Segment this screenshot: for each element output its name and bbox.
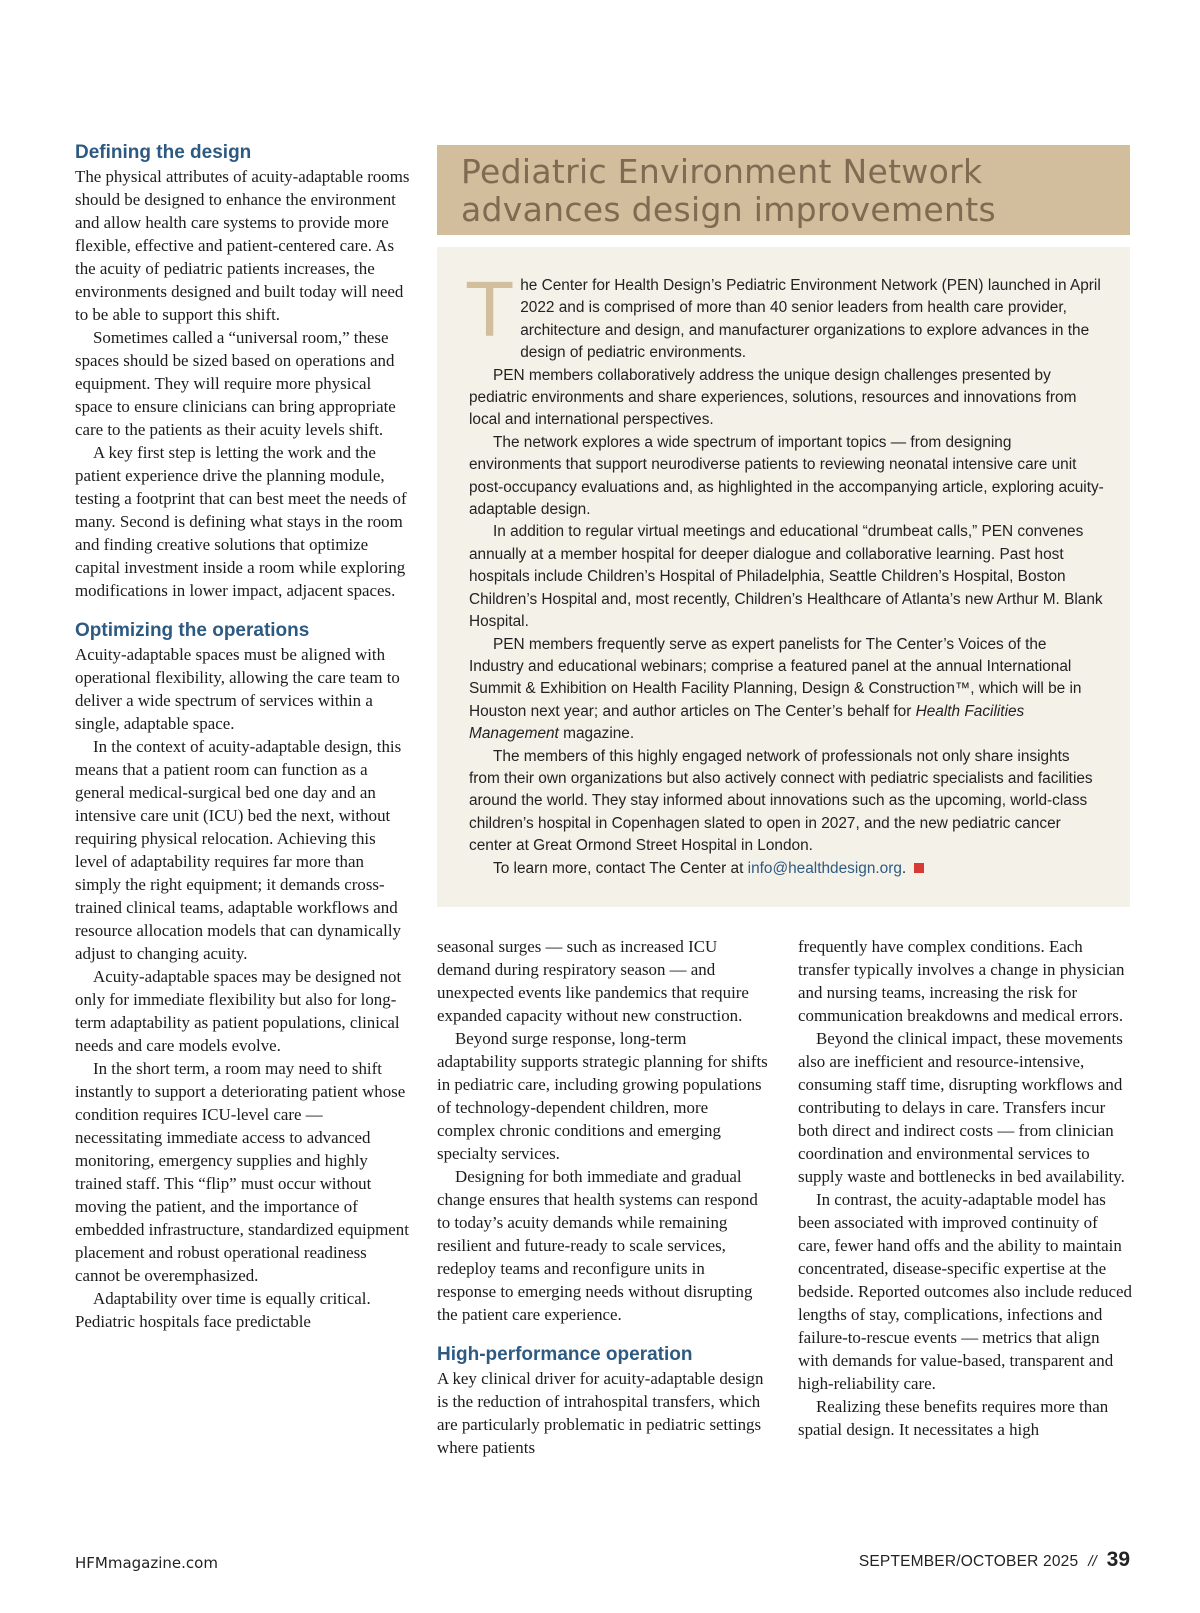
paragraph: A key clinical driver for acuity-adaptable design is the reduction of intrahospital transfers, which are particularly problematic in pediatric settings where patients bbox=[437, 1369, 764, 1457]
paragraph: In the context of acuity-adaptable design, this means that a patient room can function as a general medical-surgical bed one day and an intensive care unit (ICU) bed the next, without requiring physical relocation. Achieving this level of adaptability requires far more than simply the right equipment; it demands cross-trained clinical teams, adaptable workflows and resource allocation models that can dynamically adjust to changing acuity. bbox=[75, 737, 402, 963]
paragraph: In the short term, a room may need to shift instantly to support a deteriorating patient whose condition requires ICU-level care — necessitating immediate access to advanced monitoring, emergency supplies and highly trained staff. This “flip” must occur without moving the patient, and the importance of embedded infrastructure, standardized equipment placement and robust operational readiness cannot be overemphasized. bbox=[75, 1059, 409, 1285]
section-heading: Defining the design bbox=[75, 142, 252, 163]
paragraph: Beyond the clinical impact, these movements also are inefficient and resource-intensive, consuming staff time, disrupting workflows and contributing to delays in care. Transfers incur both direct and indirect costs — from clinician coordination and environmental services to supply waste and bottlenecks in bed availability. bbox=[798, 1029, 1125, 1186]
email-link[interactable]: info@healthdesign.org bbox=[747, 859, 902, 877]
sidebar-text: magazine. bbox=[563, 725, 635, 743]
sidebar-paragraph: The network explores a wide spectrum of important topics — from designing environments that support neurodiverse patients to reviewing neonatal intensive care unit post-occupancy evaluations and, as highlighted in the accompanying article, exploring acuity-adaptable design. bbox=[469, 433, 1104, 519]
middle-column bbox=[437, 935, 768, 1459]
paragraph: Realizing these benefits requires more than spatial design. It necessitates a high bbox=[798, 1397, 1109, 1439]
sidebar-title: Pediatric Environment Network advances design improvements bbox=[461, 152, 996, 229]
sidebar-text: PEN members frequently serve as expert panelists for The Center’s Voices of the Industry and educational webinars; comprise a featured panel at the annual International Summit & Exhibition on Health Facility Planning, Design & Construction™, which will be in Houston next year; and author articles on The Center’s behalf for bbox=[469, 635, 1082, 720]
magazine-title: Health Facilities Management bbox=[469, 702, 1025, 743]
paragraph: Designing for both immediate and gradual change ensures that health systems can respond to today’s acuity demands while remaining resilient and future-ready to scale services, redeploy teams and reconfigure units in response to emerging needs without disrupting the patient care experience. bbox=[437, 1167, 758, 1324]
sidebar-title-band bbox=[437, 145, 1130, 235]
sidebar-text: To learn more, contact The Center at bbox=[493, 859, 744, 877]
footer-site: HFMmagazine.com bbox=[75, 1554, 218, 1572]
paragraph: Beyond surge response, long-term adaptability supports strategic planning for shifts in pediatric care, including growing populations of technology-dependent children, more complex chronic conditions and emerging specialty services. bbox=[437, 1029, 768, 1163]
end-mark-icon bbox=[914, 863, 924, 873]
footer-separator: // bbox=[1088, 1553, 1097, 1570]
page-number: 39 bbox=[1106, 1548, 1130, 1571]
paragraph: Sometimes called a “universal room,” these spaces should be sized based on operations and equipment. They will require more physical space to ensure clinicians can bring appropriate care to the patients as their acuity levels shift. bbox=[75, 328, 396, 439]
paragraph: In contrast, the acuity-adaptable model has been associated with improved continuity of care, fewer hand offs and the ability to maintain concentrated, disease-specific expertise at the bedside. Reported outcomes also include reduced lengths of stay, complications, infections and failure-to-rescue events — metrics that align with demands for value-based, transparent and high-reliability care. bbox=[798, 1190, 1132, 1393]
sidebar-body bbox=[437, 247, 1130, 907]
paragraph: seasonal surges — such as increased ICU demand during respiratory season — and unexpected events like pandemics that require expanded capacity without new construction. bbox=[437, 937, 749, 1025]
drop-cap: T bbox=[467, 268, 513, 354]
sidebar-paragraph bbox=[469, 634, 1104, 746]
footer-date: SEPTEMBER/OCTOBER 2025 bbox=[858, 1553, 1079, 1570]
paragraph: Acuity-adaptable spaces must be aligned with operational flexibility, allowing the care team to deliver a wide spectrum of services within a single, adaptable space. bbox=[75, 645, 400, 733]
sidebar-paragraph bbox=[467, 268, 1104, 365]
sidebar-paragraph: In addition to regular virtual meetings and educational “drumbeat calls,” PEN convenes annually at a member hospital for deeper dialogue and collaborative learning. Past host hospitals include Children’s Hospital of Philadelphia, Seattle Children’s Hospital, Boston Children’s Hospital and, most recently, Children’s Healthcare of Atlanta’s new Arthur M. Blank Hospital. bbox=[469, 523, 1103, 631]
sidebar-text: he Center for Health Design’s Pediatric Environment Network (PEN) launched in April 2022 and is comprised of more than 40 senior leaders from health care provider, architecture and design, and manufacturer organizations to explore advances in the design of pediatric environments. bbox=[520, 277, 1101, 362]
sidebar-paragraph: The members of this highly engaged network of professionals not only share insights from their own organizations but also actively connect with pediatric specialists and facilities around the world. They stay informed about innovations such as the upcoming, world-class children’s hospital in Copenhagen slated to open in 2027, and the new pediatric cancer center at Great Ormond Street Hospital in London. bbox=[469, 747, 1093, 855]
paragraph: The physical attributes of acuity-adaptable rooms should be designed to enhance the environment and allow health care systems to provide more flexible, effective and patient-centered care. As the acuity of pediatric patients increases, the environments designed and built today will need to be able to support this shift. bbox=[75, 167, 410, 324]
paragraph: Adaptability over time is equally critical. Pediatric hospitals face predictable bbox=[75, 1289, 371, 1331]
footer-folio bbox=[859, 1548, 1130, 1572]
paragraph: Acuity-adaptable spaces may be designed not only for immediate flexibility but also for long-term adaptability as patient populations, clinical needs and care models evolve. bbox=[75, 967, 402, 1055]
paragraph: A key first step is letting the work and the patient experience drive the planning module, testing a footprint that can best meet the needs of many. Second is defining what stays in the room and finding creative solutions that optimize capital investment inside a room while exploring modifications in lower impact, adjacent spaces. bbox=[75, 443, 407, 600]
sidebar-paragraph bbox=[469, 858, 1104, 880]
section-heading: High-performance operation bbox=[437, 1344, 693, 1365]
right-column bbox=[798, 935, 1133, 1441]
section-heading: Optimizing the operations bbox=[75, 620, 310, 641]
sidebar-text: . bbox=[901, 859, 907, 877]
paragraph: frequently have complex conditions. Each transfer typically involves a change in physician and nursing teams, increasing the risk for communication breakdowns and medical errors. bbox=[798, 937, 1125, 1025]
left-column bbox=[75, 141, 410, 1333]
sidebar-box bbox=[437, 145, 1130, 907]
sidebar-paragraph: PEN members collaboratively address the unique design challenges presented by pediatric environments and share experiences, solutions, resources and innovations from local and international perspectives. bbox=[469, 366, 1077, 429]
